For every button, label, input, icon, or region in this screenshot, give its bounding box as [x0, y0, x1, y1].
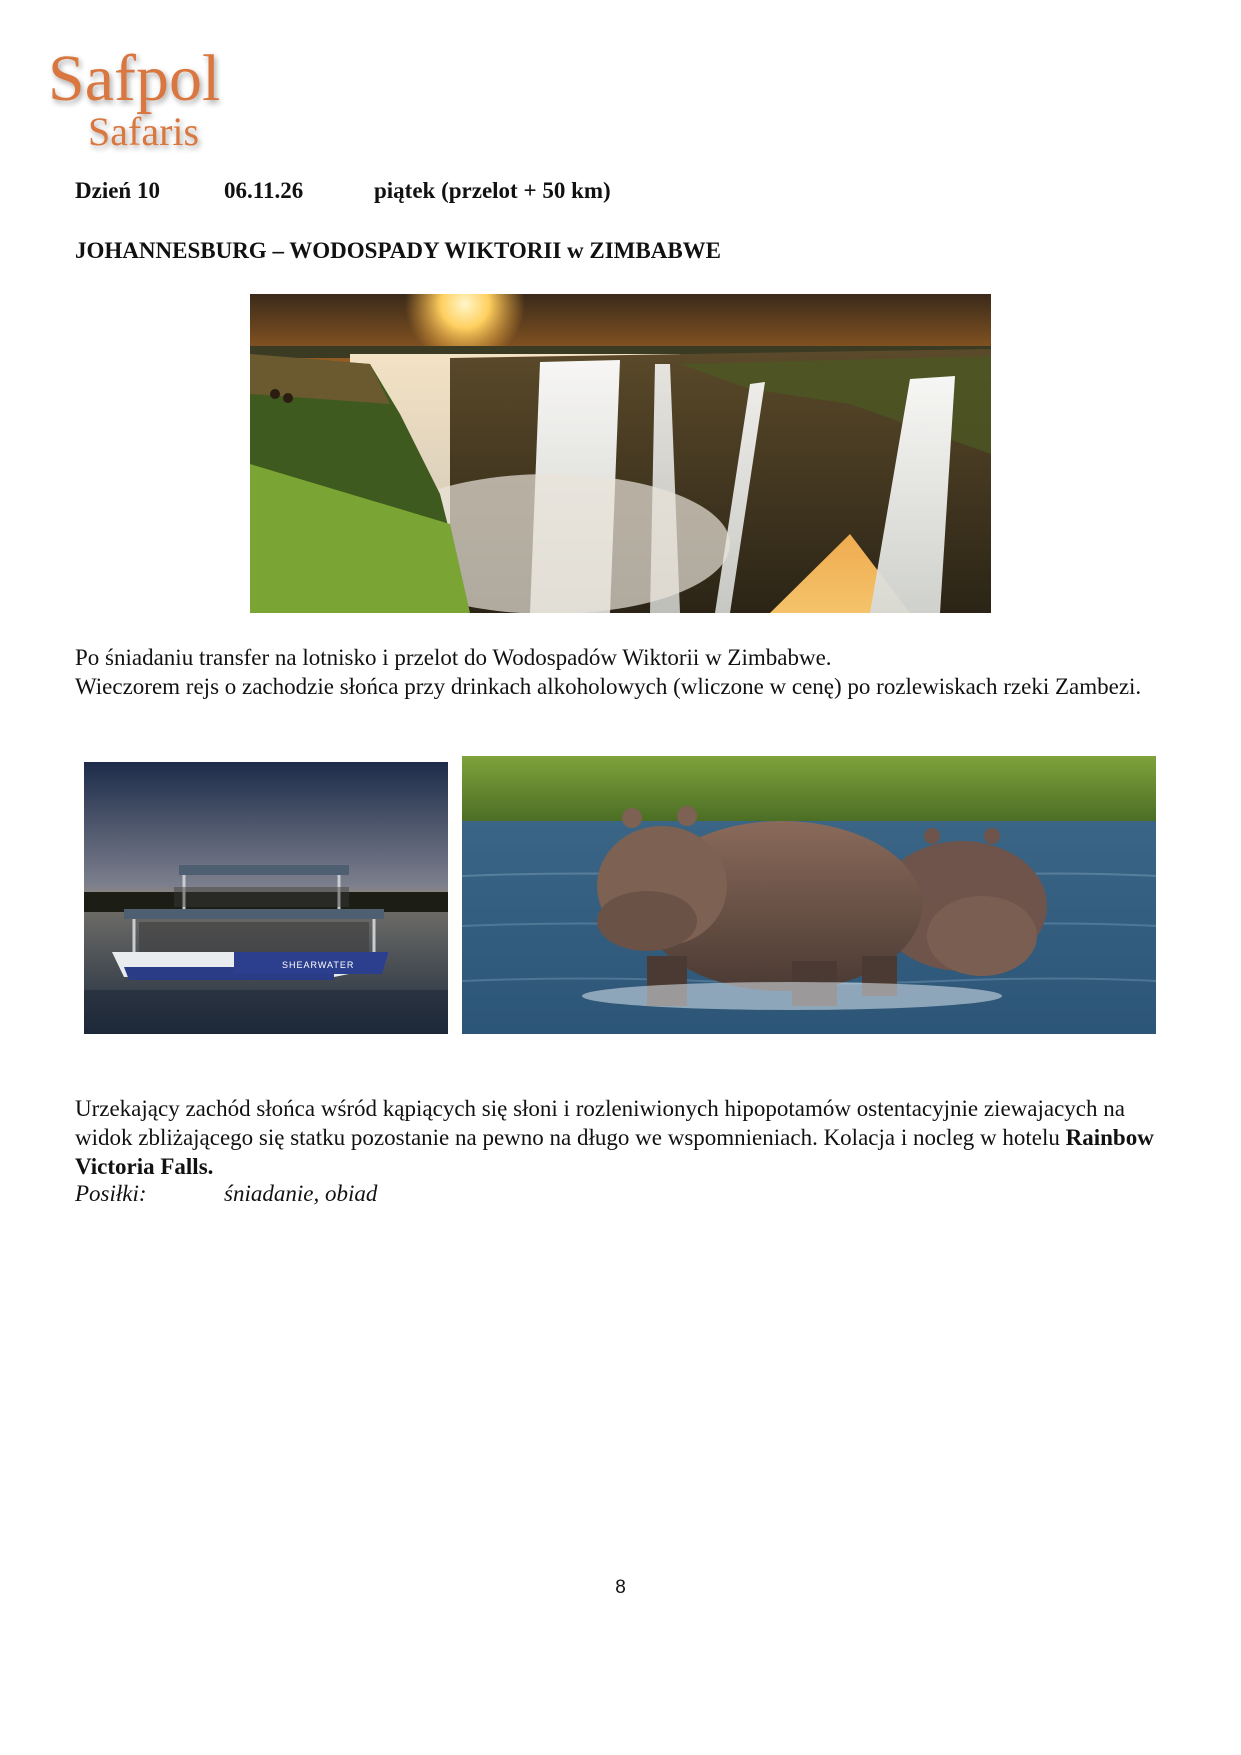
- sunset-cruise-boat-photo: [84, 762, 448, 1034]
- victoria-falls-photo: [250, 294, 991, 613]
- company-logo: [40, 30, 270, 160]
- hotel-name: Rainbow Victoria Falls.: [75, 1125, 1154, 1179]
- meals-value: śniadanie, obiad: [224, 1181, 378, 1206]
- day-info: piątek (przelot + 50 km): [374, 178, 611, 203]
- intro-line1: Po śniadaniu transfer na lotnisko i przelot do Wodospadów Wiktorii w Zimbabwe.: [75, 645, 832, 670]
- meals-label: Posiłki:: [75, 1181, 147, 1206]
- intro-paragraph: [75, 643, 1170, 701]
- hippos-in-river-photo: [462, 756, 1156, 1034]
- logo-line1: Safpol: [48, 42, 221, 115]
- description-text: Urzekający zachód słońca wśród kąpiących się słoni i rozleniwionych hipopotamów ostentacyjnie ziewajacych na widok zbliżającego się statku pozostanie na pewno na długo we wspomnieniach. Kolacja i nocleg w hotelu: [75, 1096, 1125, 1150]
- boat-name-label: SHEARWATER: [282, 960, 355, 970]
- meals-line: [75, 1181, 377, 1207]
- logo-line2: Safaris: [88, 109, 200, 154]
- day-header: [75, 178, 611, 204]
- day-date: 06.11.26: [224, 178, 304, 203]
- page-title: JOHANNESBURG – WODOSPADY WIKTORII w ZIMBABWE: [75, 238, 722, 263]
- day-label: Dzień 10: [75, 178, 160, 203]
- intro-line2: Wieczorem rejs o zachodzie słońca przy drinkach alkoholowych (wliczone w cenę) po rozlewiskach rzeki Zambezi.: [75, 674, 1142, 699]
- description-paragraph: [75, 1094, 1170, 1181]
- page-number: 8: [615, 1577, 626, 1598]
